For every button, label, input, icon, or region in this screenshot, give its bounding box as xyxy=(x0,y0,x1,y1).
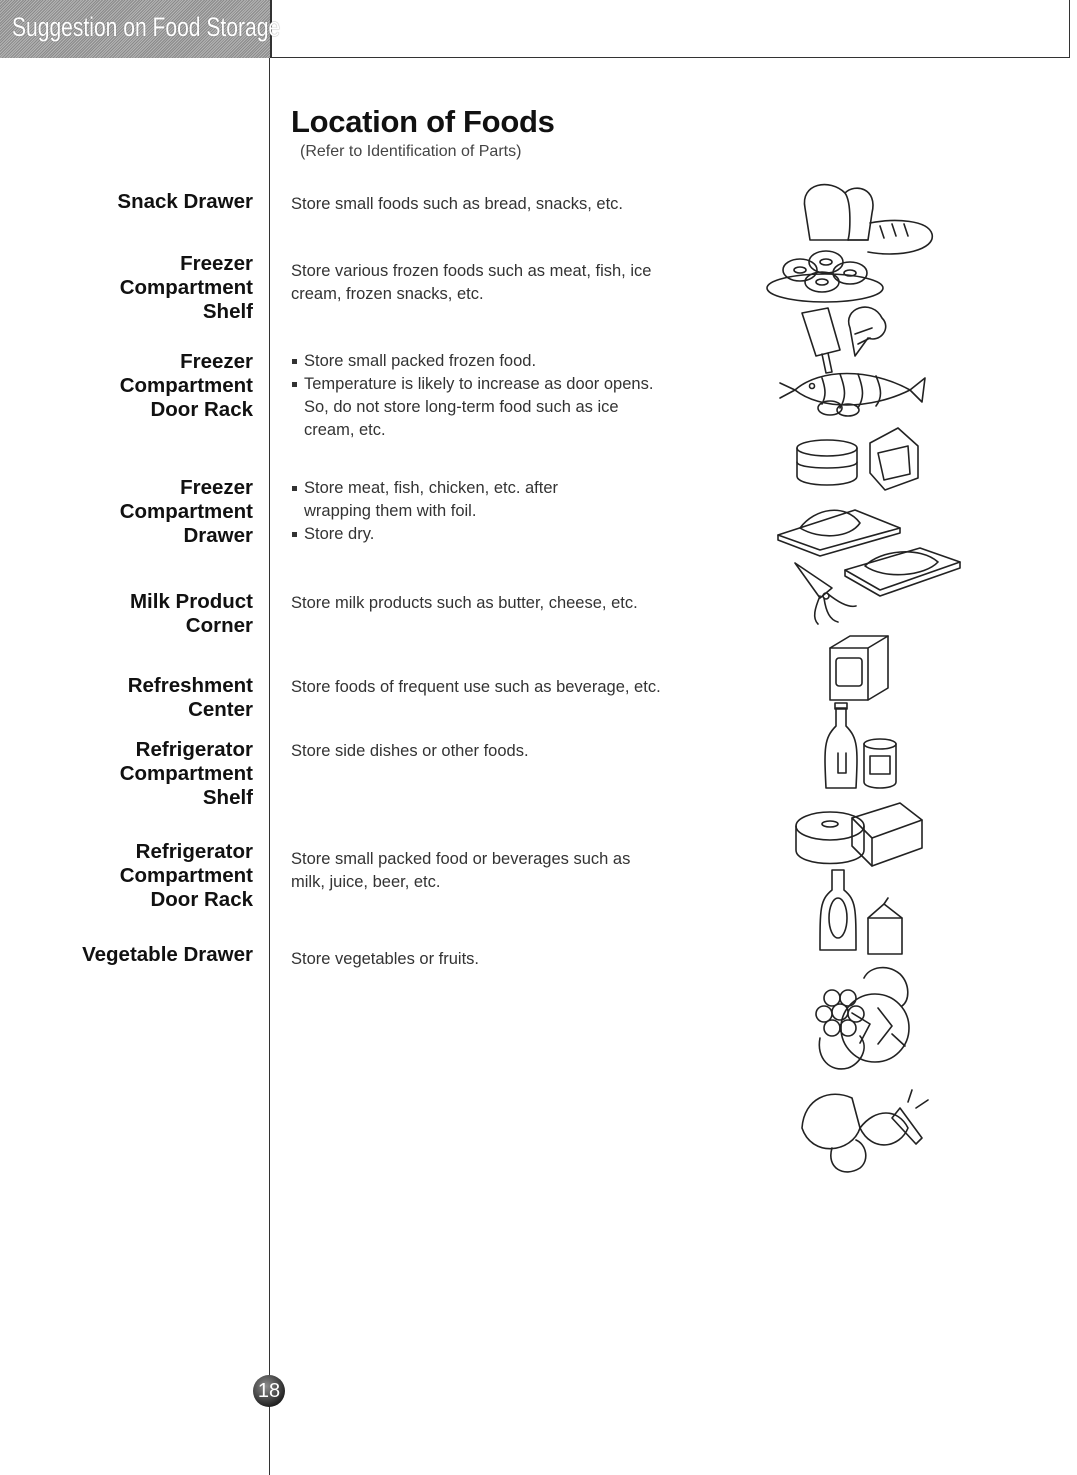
label-line: Freezer xyxy=(180,252,253,275)
label-line: Refrigerator xyxy=(135,738,253,761)
donuts-icon xyxy=(767,251,883,302)
label-line: Compartment xyxy=(119,864,253,887)
frozen-meat-icon xyxy=(778,510,960,596)
butter-icon xyxy=(830,636,888,700)
label-line: Compartment xyxy=(119,374,253,397)
bullet-item: Temperature is likely to increase as door opens. So, do not store long-term food such as ice cream, etc. xyxy=(291,373,661,442)
squid-icon xyxy=(795,563,856,624)
label-vegetable-drawer xyxy=(82,943,253,967)
label-line: Compartment xyxy=(119,276,253,299)
desc-snack-drawer: Store small foods such as bread, snacks, etc. xyxy=(291,195,623,213)
label-line: Snack Drawer xyxy=(117,190,253,213)
label-line: Compartment xyxy=(119,500,253,523)
label-snack-drawer xyxy=(117,190,253,214)
desc-freezer-shelf: Store various frozen foods such as meat, fish, ice cream, frozen snacks, etc. xyxy=(291,262,652,303)
section-tab-label: Suggestion on Food Storage xyxy=(12,12,281,42)
label-freezer-drawer xyxy=(120,476,253,548)
column-divider xyxy=(269,58,270,1475)
fruit-icon xyxy=(816,968,909,1069)
section-tab xyxy=(0,0,281,58)
desc-freezer-drawer xyxy=(291,477,621,546)
bread-icon xyxy=(804,185,932,254)
label-milk-product-corner xyxy=(130,590,253,638)
label-refrigerator-door-rack xyxy=(120,840,253,912)
page-subtitle: (Refer to Identification of Parts) xyxy=(300,143,522,160)
desc-milk-product-corner: Store milk products such as butter, cheese, etc. xyxy=(291,594,638,612)
page-title: Location of Foods xyxy=(291,104,555,139)
label-refreshment-center xyxy=(128,674,253,722)
label-refrigerator-shelf xyxy=(120,738,253,810)
milk-carton-icon xyxy=(820,870,902,954)
label-line: Milk Product xyxy=(129,590,253,613)
label-line: Freezer xyxy=(180,350,253,373)
label-line: Compartment xyxy=(119,762,253,785)
canned-food-icon xyxy=(797,428,918,490)
label-line: Drawer xyxy=(183,524,253,547)
desc-vegetable-drawer: Store vegetables or fruits. xyxy=(291,950,480,968)
side-dish-container-icon xyxy=(796,803,922,866)
label-line: Shelf xyxy=(202,300,253,323)
ice-cream-icon xyxy=(802,307,886,373)
desc-refrigerator-shelf: Store side dishes or other foods. xyxy=(291,742,529,760)
bullet-item: Store dry. xyxy=(291,523,621,546)
label-line: Freezer xyxy=(180,476,253,499)
bullet-item: Store meat, fish, chicken, etc. after wrapping them with foil. xyxy=(291,477,621,523)
desc-refrigerator-door-rack: Store small packed food or beverages such as milk, juice, beer, etc. xyxy=(291,850,631,891)
label-freezer-door-rack xyxy=(120,350,253,422)
label-line: Center xyxy=(188,698,253,721)
bullet-item: Store small packed frozen food. xyxy=(291,350,661,373)
desc-freezer-door-rack xyxy=(291,350,661,442)
label-line: Corner xyxy=(185,614,253,637)
label-line: Refrigerator xyxy=(135,840,253,863)
header-rule xyxy=(270,57,1070,58)
food-illustrations xyxy=(760,178,970,1178)
fish-icon xyxy=(780,374,925,417)
label-line: Refreshment xyxy=(127,674,253,697)
vegetable-icon xyxy=(802,1090,928,1172)
label-line: Door Rack xyxy=(150,398,253,421)
bottle-icon xyxy=(825,703,896,788)
label-freezer-shelf xyxy=(120,252,253,324)
label-line: Shelf xyxy=(202,786,253,809)
label-line: Vegetable Drawer xyxy=(82,943,253,966)
page-number-badge: 18 xyxy=(253,1375,285,1407)
desc-refreshment-center: Store foods of frequent use such as beverage, etc. xyxy=(291,678,661,696)
header-rule-right xyxy=(1069,0,1070,58)
label-line: Door Rack xyxy=(150,888,253,911)
